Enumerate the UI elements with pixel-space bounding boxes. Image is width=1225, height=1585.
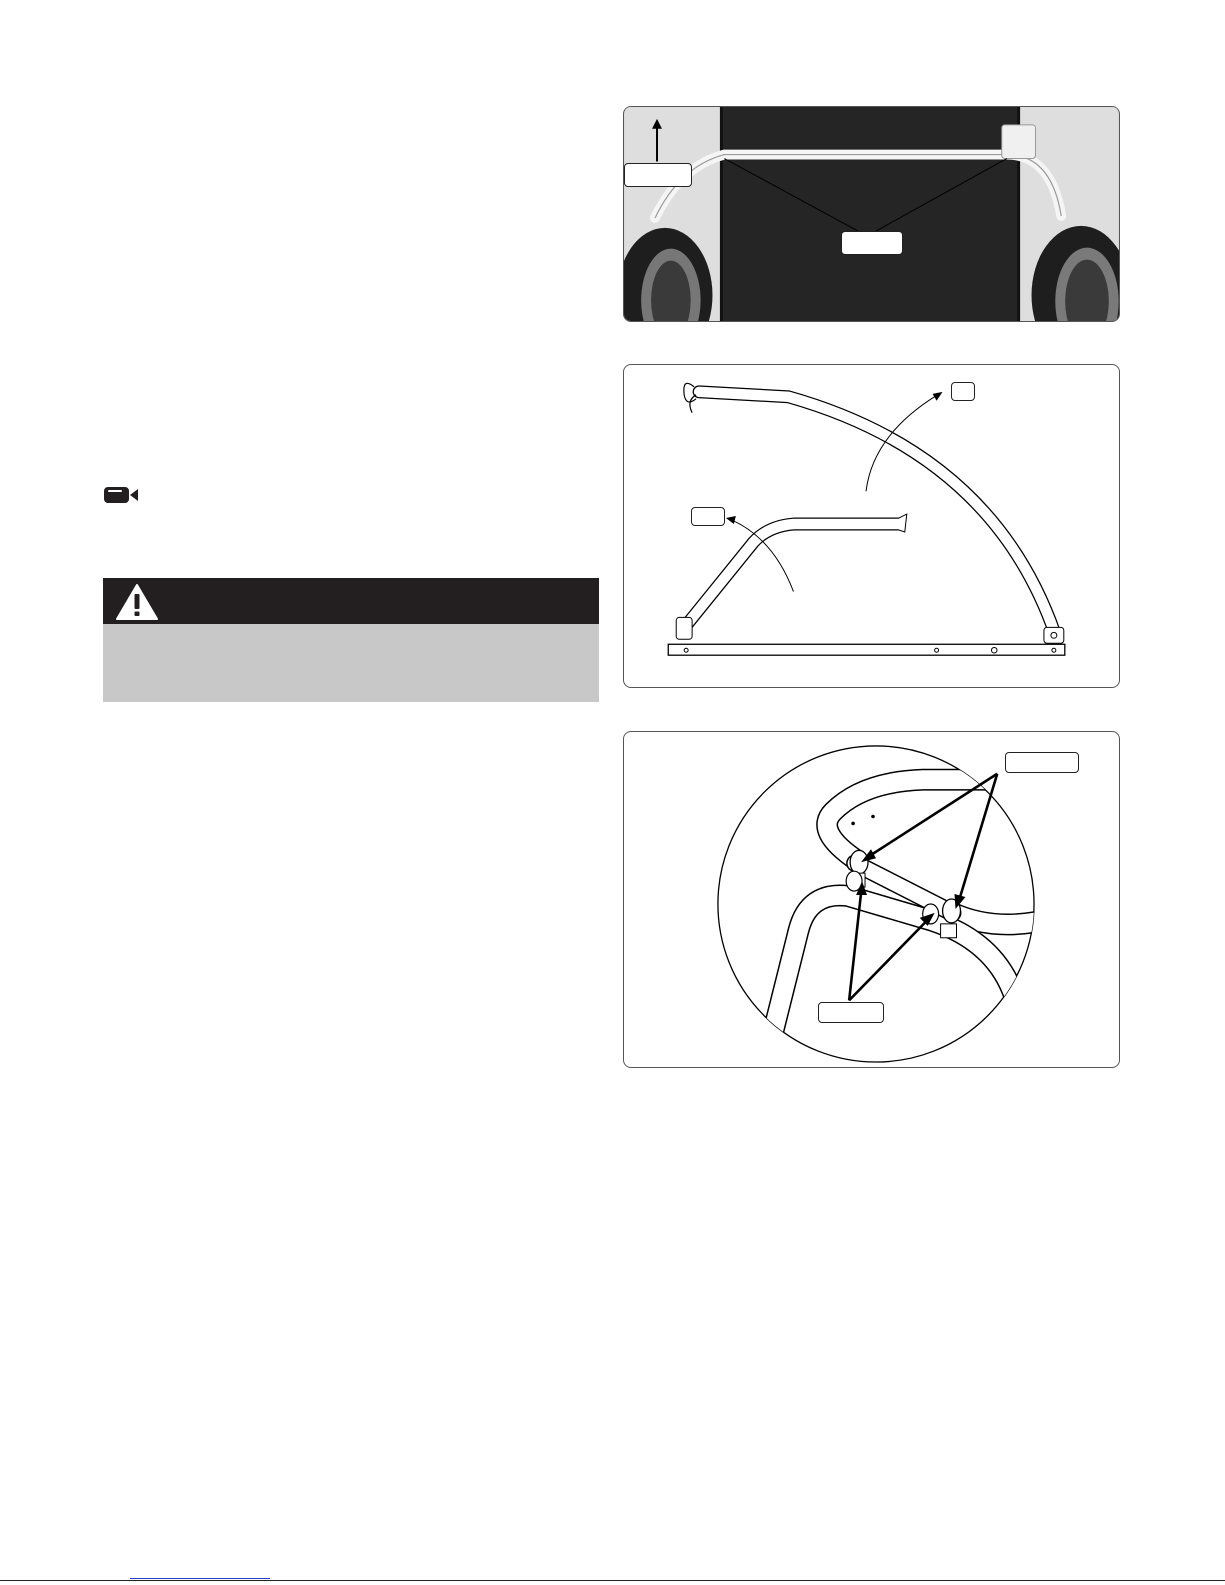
- figure-photo-panel: [623, 106, 1120, 322]
- video-camera-icon: [103, 485, 139, 505]
- footer-link[interactable]: [130, 1566, 270, 1579]
- detail-callout-lower: [818, 1002, 884, 1023]
- base-rail: [668, 644, 1065, 655]
- warning-box: [103, 578, 599, 702]
- frame-line-drawing: [624, 365, 1119, 687]
- short-tube: [676, 514, 907, 639]
- fabric-panel-image: [721, 107, 1018, 321]
- footer-rule: [0, 1580, 1225, 1581]
- frame-callout-arch: [951, 382, 975, 401]
- frame-callout-short: [691, 507, 725, 526]
- trailer-photo: [624, 107, 1119, 321]
- warning-body: [103, 624, 599, 702]
- warning-header: [103, 578, 599, 624]
- warning-triangle-icon: [115, 583, 159, 621]
- arch-tube: [684, 383, 1064, 643]
- detail-callout-upper: [1005, 752, 1079, 773]
- photo-callout-center: [841, 231, 903, 255]
- photo-callout-left: [624, 163, 692, 187]
- figure-detail-panel: [623, 731, 1120, 1068]
- figure-frame-panel: [623, 364, 1120, 688]
